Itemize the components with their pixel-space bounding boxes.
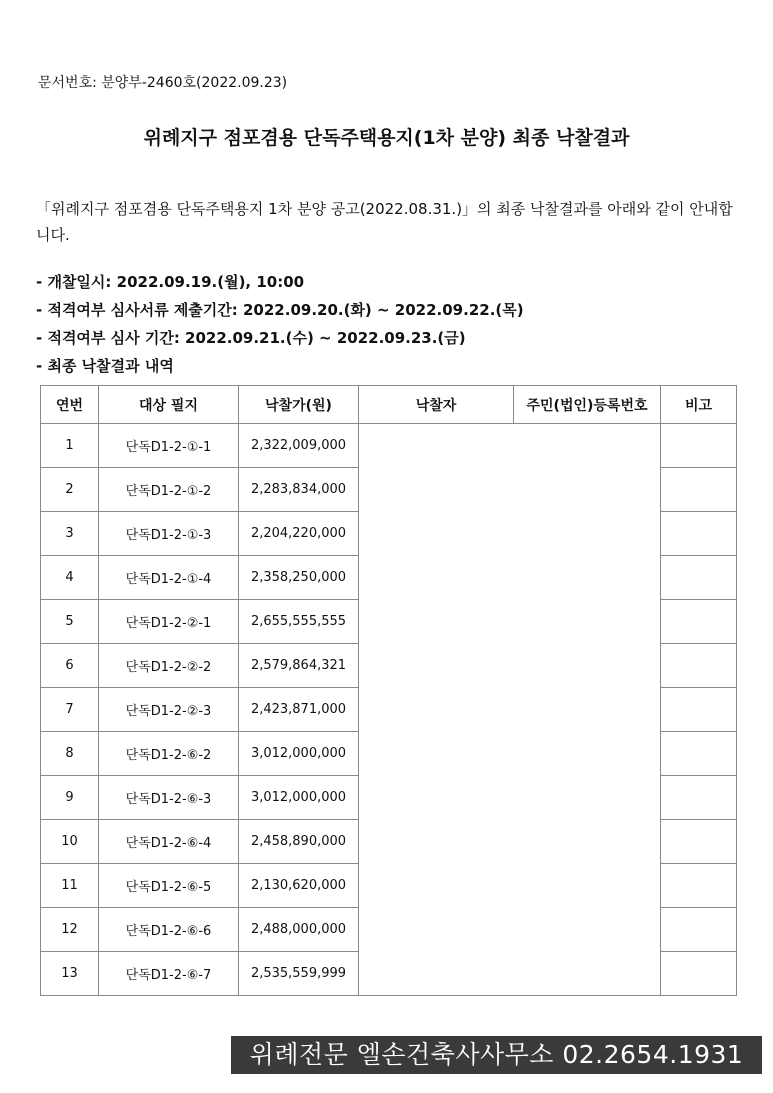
- cell-lot: 단독D1-2-⑥-4: [99, 820, 239, 864]
- cell-no: 4: [41, 556, 99, 600]
- cell-price: 2,655,555,555: [239, 600, 359, 644]
- table-row: [41, 424, 737, 468]
- cell-remarks: [661, 600, 737, 644]
- cell-lot: 단독D1-2-⑥-5: [99, 864, 239, 908]
- cell-price: 3,012,000,000: [239, 776, 359, 820]
- redacted-winner-area: [359, 424, 661, 996]
- cell-price: 2,458,890,000: [239, 820, 359, 864]
- cell-lot: 단독D1-2-⑥-6: [99, 908, 239, 952]
- header-lot: 대상 필지: [99, 386, 239, 424]
- cell-lot: 단독D1-2-②-3: [99, 688, 239, 732]
- cell-no: 9: [41, 776, 99, 820]
- header-no: 연번: [41, 386, 99, 424]
- cell-no: 7: [41, 688, 99, 732]
- cell-remarks: [661, 512, 737, 556]
- cell-remarks: [661, 468, 737, 512]
- results-table: [40, 385, 737, 996]
- cell-remarks: [661, 864, 737, 908]
- cell-price: 2,130,620,000: [239, 864, 359, 908]
- header-remarks: 비고: [661, 386, 737, 424]
- bullet-final-results: - 최종 낙찰결과 내역: [36, 357, 174, 375]
- cell-remarks: [661, 688, 737, 732]
- cell-lot: 단독D1-2-②-2: [99, 644, 239, 688]
- cell-remarks: [661, 952, 737, 996]
- cell-no: 11: [41, 864, 99, 908]
- header-reg-number: 주민(법인)등록번호: [514, 386, 661, 424]
- document-title: 위례지구 점포겸용 단독주택용지(1차 분양) 최종 낙찰결과: [143, 127, 630, 149]
- watermark-banner: 위례전문 엘손건축사사무소 02.2654.1931: [231, 1036, 762, 1074]
- cell-lot: 단독D1-2-⑥-3: [99, 776, 239, 820]
- cell-no: 5: [41, 600, 99, 644]
- document-number: 문서번호: 분양부-2460호(2022.09.23): [38, 75, 288, 91]
- cell-price: 3,012,000,000: [239, 732, 359, 776]
- cell-remarks: [661, 556, 737, 600]
- cell-lot: 단독D1-2-②-1: [99, 600, 239, 644]
- cell-price: 2,488,000,000: [239, 908, 359, 952]
- cell-price: 2,535,559,999: [239, 952, 359, 996]
- cell-no: 12: [41, 908, 99, 952]
- cell-remarks: [661, 820, 737, 864]
- cell-remarks: [661, 732, 737, 776]
- cell-no: 2: [41, 468, 99, 512]
- bullet-opening-date: - 개찰일시: 2022.09.19.(월), 10:00: [36, 273, 305, 291]
- cell-lot: 단독D1-2-①-3: [99, 512, 239, 556]
- cell-no: 13: [41, 952, 99, 996]
- header-winner: 낙찰자: [359, 386, 514, 424]
- cell-price: 2,204,220,000: [239, 512, 359, 556]
- cell-price: 2,322,009,000: [239, 424, 359, 468]
- table-header-row: [41, 386, 737, 424]
- cell-no: 3: [41, 512, 99, 556]
- cell-no: 1: [41, 424, 99, 468]
- cell-no: 8: [41, 732, 99, 776]
- cell-price: 2,423,871,000: [239, 688, 359, 732]
- bullet-review-period: - 적격여부 심사 기간: 2022.09.21.(수) ~ 2022.09.23.(금): [36, 329, 466, 347]
- intro-paragraph: 「위례지구 점포겸용 단독주택용지 1차 분양 공고(2022.08.31.)」의 최종 낙찰결과를 아래와 같이 안내합니다.: [36, 200, 733, 244]
- cell-lot: 단독D1-2-⑥-2: [99, 732, 239, 776]
- cell-no: 10: [41, 820, 99, 864]
- header-price: 낙찰가(원): [239, 386, 359, 424]
- bullet-submission-period: - 적격여부 심사서류 제출기간: 2022.09.20.(화) ~ 2022.09.22.(목): [36, 301, 524, 319]
- cell-price: 2,283,834,000: [239, 468, 359, 512]
- cell-lot: 단독D1-2-⑥-7: [99, 952, 239, 996]
- cell-lot: 단독D1-2-①-4: [99, 556, 239, 600]
- cell-no: 6: [41, 644, 99, 688]
- cell-remarks: [661, 644, 737, 688]
- cell-remarks: [661, 776, 737, 820]
- schedule-list: [36, 270, 524, 382]
- cell-lot: 단독D1-2-①-2: [99, 468, 239, 512]
- cell-lot: 단독D1-2-①-1: [99, 424, 239, 468]
- cell-price: 2,579,864,321: [239, 644, 359, 688]
- cell-remarks: [661, 424, 737, 468]
- cell-price: 2,358,250,000: [239, 556, 359, 600]
- cell-remarks: [661, 908, 737, 952]
